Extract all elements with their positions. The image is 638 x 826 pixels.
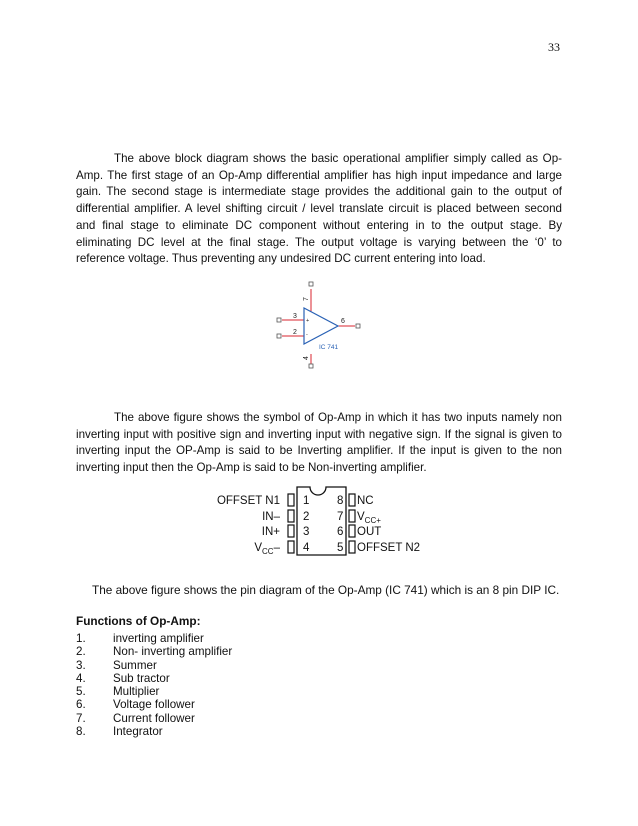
- paragraph-block-diagram-description: [76, 151, 562, 268]
- pin6-terminal: [356, 324, 360, 328]
- list-label: Summer: [113, 658, 157, 672]
- list-number: 4.: [76, 671, 86, 685]
- pin1-stub: [288, 494, 294, 506]
- pin5-stub: [349, 541, 355, 553]
- list-number: 3.: [76, 658, 86, 672]
- pin7-label: $V_{CC+}$: [357, 511, 381, 525]
- pin-number-4: 4: [303, 542, 310, 554]
- pin1-label: OFFSET N1: [216, 495, 280, 507]
- pin7-stub: [349, 510, 355, 522]
- list-label: Sub tractor: [113, 671, 170, 685]
- pin-number-8: 8: [337, 495, 344, 507]
- list-number: 7.: [76, 711, 86, 725]
- pin7-terminal: [309, 282, 313, 286]
- list-label: inverting amplifier: [113, 632, 204, 645]
- page-number: 33: [548, 40, 560, 54]
- list-number: 2.: [76, 645, 86, 659]
- pin-diagram-figure: [205, 484, 435, 564]
- pin-number-7: 7: [337, 511, 344, 523]
- pin-label-7: 7: [303, 297, 310, 301]
- functions-heading: Functions of Op-Amp:: [76, 614, 201, 628]
- pin2-terminal: [277, 334, 281, 338]
- pin-label-6: 6: [341, 318, 345, 325]
- list-label: Multiplier: [113, 685, 160, 698]
- paragraph-text: The above figure shows the symbol of Op-Amp in which it has two inputs namely non inverting input with positive sign and inverting input with negative sign. If the signal is given to inverting input the OP-Amp is said to be Inverting amplifier. If the input is given to the non inverting input then the Op-Amp is said to be Non-inverting amplifier.: [76, 411, 562, 475]
- list-number: 5.: [76, 685, 86, 698]
- pin-number-5: 5: [337, 542, 344, 554]
- pin4-stub: [288, 541, 294, 553]
- ic-label: IC 741: [319, 344, 339, 351]
- pin8-stub: [349, 494, 355, 506]
- pin3-label: IN+: [261, 526, 280, 538]
- pin6-label: OUT: [357, 526, 382, 538]
- pin-label-3: 3: [293, 313, 297, 320]
- plus-sign: +: [306, 318, 310, 324]
- pin-label-4: 4: [303, 356, 310, 360]
- minus-sign: -: [306, 332, 308, 338]
- opamp-symbol-figure: [265, 278, 375, 373]
- pin4-label: $V_{CC}-$: [254, 542, 280, 556]
- opamp-triangle: [304, 308, 338, 344]
- pin4-terminal: [309, 364, 313, 368]
- paragraph-symbol-description: [76, 410, 562, 477]
- list-number: 1.: [76, 632, 86, 645]
- pin6-stub: [349, 525, 355, 537]
- pin-number-1: 1: [303, 495, 310, 507]
- pin-number-3: 3: [303, 526, 310, 538]
- pin2-stub: [288, 510, 294, 522]
- list-label: Non- inverting amplifier: [113, 645, 233, 659]
- pin-number-2: 2: [303, 511, 310, 523]
- pin-number-6: 6: [337, 526, 344, 538]
- pin-diagram-caption: The above figure shows the pin diagram of the Op-Amp (IC 741) which is an 8 pin DIP IC.: [92, 583, 560, 597]
- pin2-label: IN–: [262, 511, 280, 523]
- pin8-label: NC: [357, 495, 374, 507]
- list-label: Voltage follower: [113, 698, 195, 712]
- pin5-label: OFFSET N2: [357, 542, 421, 554]
- list-number: 8.: [76, 724, 86, 738]
- pin3-stub: [288, 525, 294, 537]
- pin-label-2: 2: [293, 329, 297, 336]
- pin3-terminal: [277, 318, 281, 322]
- list-number: 6.: [76, 698, 86, 712]
- list-label: Integrator: [113, 724, 163, 738]
- list-label: Current follower: [113, 711, 195, 725]
- paragraph-text: The above block diagram shows the basic operational amplifier simply called as Op-Amp. The first stage of an Op-Amp differential amplifier has high input impedance and large gain. The second stage is intermediate stage provides the additional gain to the output of differential amplifier. A level shifting circuit / level translate circuit is placed between second and final stage to eliminate DC component without entering in to the output stage. By eliminating DC level at the final stage. The output voltage is varying between the ‘0’ to reference voltage. Thus preventing any undesired DC current entering into load.: [76, 152, 562, 266]
